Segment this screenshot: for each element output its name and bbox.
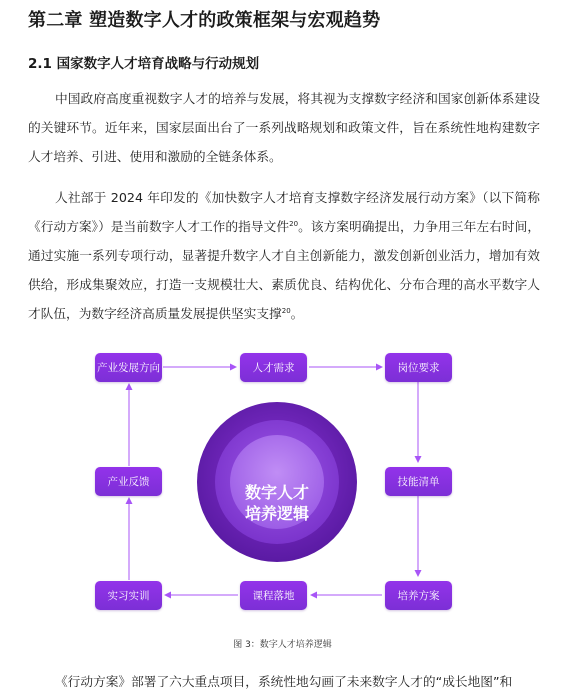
paragraph-2-text-c: 。 bbox=[290, 306, 304, 321]
paragraph-2 bbox=[28, 183, 540, 328]
node-industry-feedback: 产业反馈 bbox=[95, 467, 162, 496]
node-job-requirements: 岗位要求 bbox=[385, 353, 452, 382]
figure-caption: 图 3：数字人才培养逻辑 bbox=[233, 640, 332, 650]
talent-cultivation-diagram bbox=[0, 340, 565, 660]
paragraph-2-text-b: 。该方案明确提出，力争用三年左右时间，通过实施一系列专项行动，显著提升数字人才自主创新能力，激发创新创业活力，增加有效供给，形成集聚效应，打造一支规模壮大、素质优良、结构优化、分布合理的高水平数字人才队伍，为数字经济高质量发展提供坚实支撑 bbox=[28, 219, 541, 321]
center-label-line1: 数字人才 bbox=[244, 483, 309, 502]
diagram-center-label bbox=[196, 422, 358, 584]
node-industry-direction: 产业发展方向 bbox=[95, 353, 162, 382]
node-talent-demand: 人才需求 bbox=[240, 353, 307, 382]
center-label-line2: 培养逻辑 bbox=[244, 504, 309, 523]
paragraph-3: 《行动方案》部署了六大重点项目，系统性地勾画了未来数字人才的“成长地图”和 bbox=[55, 674, 513, 689]
node-training-plan: 培养方案 bbox=[385, 581, 452, 610]
node-course-implementation: 课程落地 bbox=[240, 581, 307, 610]
citation-ref[interactable]: 20 bbox=[281, 306, 291, 315]
paragraph-2-text-a: 人社部于 2024 年印发的《加快数字人才培育支撑数字经济发展行动方案》（以下简称《行动方案》）是当前数字人才工作的指导文件 bbox=[28, 190, 540, 234]
section-title: 2.1 国家数字人才培育战略与行动规划 bbox=[28, 56, 260, 72]
node-internship-training: 实习实训 bbox=[95, 581, 162, 610]
node-skill-list: 技能清单 bbox=[385, 467, 452, 496]
citation-ref[interactable]: 20 bbox=[289, 219, 299, 228]
chapter-title: 第二章 塑造数字人才的政策框架与宏观趋势 bbox=[28, 10, 381, 31]
paragraph-1: 中国政府高度重视数字人才的培养与发展，将其视为支撑数字经济和国家创新体系建设的关键环节。近年来，国家层面出台了一系列战略规划和政策文件，旨在系统性地构建数字人才培养、引进、使用和激励的全链条体系。 bbox=[28, 91, 540, 164]
